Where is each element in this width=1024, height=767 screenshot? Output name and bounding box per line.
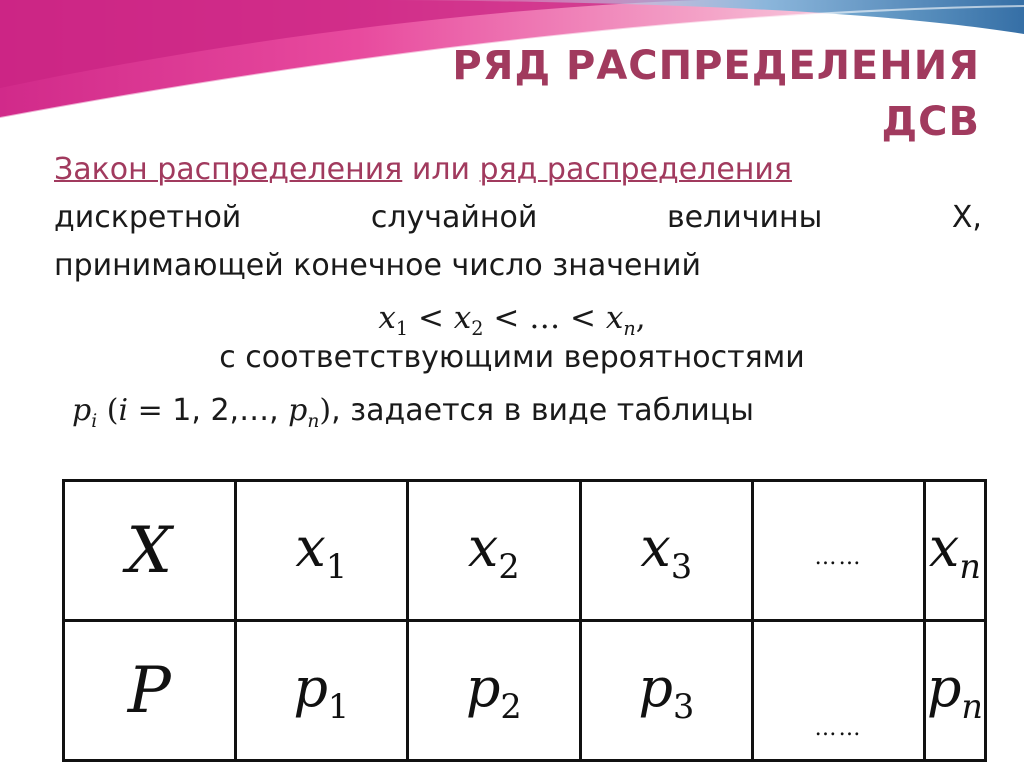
distribution-table [62,479,987,762]
cell-p3: $p_3$ [580,621,753,761]
cell-xn: $x_n$ [924,481,985,621]
header-x: X [64,481,236,621]
law-term: Закон распределения [54,152,403,187]
corresponding-text: с соответствующими вероятностями [219,340,805,375]
cell-p-dots: …… [753,621,925,761]
title-line-1: РЯД РАСПРЕДЕЛЕНИЯ [452,43,980,89]
value-sequence: $x_1 < x_2$ < … < $x_n$, [378,300,646,341]
or-word: или [411,152,470,187]
table-row-p [64,621,986,761]
prob-expression: $p_i$ (i = [72,393,163,432]
series-term: ряд распределения [479,152,792,187]
title-line-2: ДСВ [881,99,980,145]
probabilities-line: $p_i$ (i = 1, 2,…, $p_n$), задается в виде таблицы [72,393,754,432]
cell-x1: $x_1$ [235,481,408,621]
cell-x3: $x_3$ [580,481,753,621]
word-variable: величины [666,200,823,235]
word-random: случайной [370,200,538,235]
given-text: , задается в виде таблицы [331,393,754,428]
word-discrete: дискретной [54,200,242,235]
cell-x2: $x_2$ [408,481,581,621]
cell-p1: $p_1$ [235,621,408,761]
definition-line-2 [54,194,982,242]
definition-line-3: принимающей конечное число значений [54,248,702,283]
cell-pn: $p_n$ [924,621,985,761]
definition-line-1 [54,146,982,194]
slide-title [452,38,980,150]
word-x: Х, [951,200,982,235]
cell-p2: $p_2$ [408,621,581,761]
definition-text [54,146,982,290]
cell-x-dots: …… [753,481,925,621]
header-p: P [64,621,236,761]
table-row-x [64,481,986,621]
